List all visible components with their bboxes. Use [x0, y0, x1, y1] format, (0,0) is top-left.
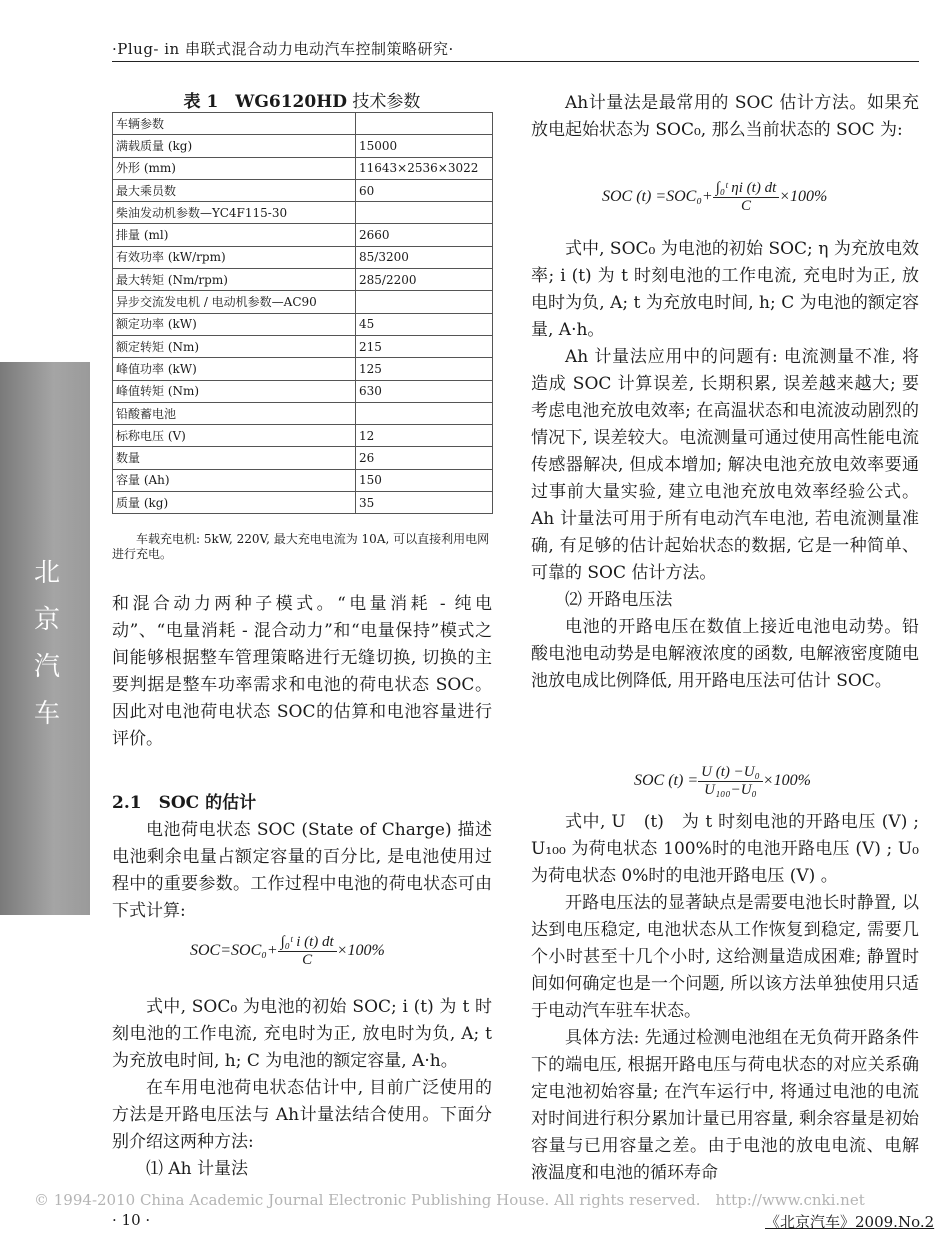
param-value-cell: 630	[356, 380, 493, 402]
table-row	[113, 113, 493, 135]
table-row	[113, 179, 493, 201]
journal-sidebar	[0, 362, 90, 915]
spec-table	[112, 112, 493, 514]
left-paragraph-1: 和混合动力两种子模式。“电量消耗 - 纯电动”、“电量消耗 - 混合动力”和“电量保持”模式之间能够根据整车管理策略进行无缝切换, 切换的主要判据是整车功率需求和电池的荷电状态 SOC。因此对电池荷电状态 SOC的估算和电池容量进行评价。	[112, 594, 492, 749]
right-paragraph-6: 式中, U (t) 为 t 时刻电池的开路电压 (V) ; U₁₀₀ 为荷电状态 100%时的电池开路电压 (V) ; U₀ 为荷电状态 0%时的电池开路电压 (V) 。	[531, 812, 919, 886]
formula-1-lhs: SOC=SOC₀+	[190, 942, 278, 960]
param-name-cell: 最大乘员数	[113, 179, 356, 201]
sidebar-char: 北	[33, 558, 60, 588]
table-title-suffix: 技术参数	[347, 92, 421, 112]
table-row	[113, 469, 493, 491]
param-value-cell: 150	[356, 469, 493, 491]
right-paragraph-2: 式中, SOC₀ 为电池的初始 SOC; η 为充放电效率; i (t) 为 t 时刻电池的工作电流, 充电时为正, 放电时为负, A; t 为充放电时间, h; C 为电池的额定容量, A·h。	[531, 239, 919, 340]
param-name-cell: 车辆参数	[113, 113, 356, 135]
param-value-cell: 12	[356, 425, 493, 447]
param-name-cell: 容量 (Ah)	[113, 469, 356, 491]
param-name-cell: 质量 (kg)	[113, 492, 356, 514]
formula-2-numerator: ∫₀ᵗ ηi (t) dt	[713, 180, 780, 198]
right-paragraph-7: 开路电压法的显著缺点是需要电池长时静置, 以达到电压稳定, 电池状态从工作恢复到稳定, 需要几个小时甚至十几个小时, 这给测量造成困难; 静置时间如何确定也是一个问题, 所以该方法单独使用只适于电动汽车驻车状态。	[531, 893, 919, 1021]
param-name-cell: 峰值转矩 (Nm)	[113, 380, 356, 402]
param-name-cell: 数量	[113, 447, 356, 469]
param-name-cell: 外形 (mm)	[113, 157, 356, 179]
param-value-cell	[356, 402, 493, 424]
left-paragraph-5: ⑴ Ah 计量法	[146, 1159, 249, 1179]
left-column	[112, 591, 492, 753]
param-value-cell: 2660	[356, 224, 493, 246]
right-paragraph-5: 电池的开路电压在数值上接近电池电动势。铅酸电池电动势是电解液浓度的函数, 电解液密度随电池放电成比例降低, 用开路电压法可估计 SOC。	[531, 617, 919, 691]
formula-1-denominator: C	[302, 952, 313, 968]
formula-1-rhs: ×100%	[336, 942, 385, 960]
param-name-cell: 排量 (ml)	[113, 224, 356, 246]
formula-1-numerator: ∫₀ᵗ i (t) dt	[278, 934, 337, 952]
param-name-cell: 额定功率 (kW)	[113, 313, 356, 335]
param-value-cell: 285/2200	[356, 269, 493, 291]
param-value-cell: 125	[356, 358, 493, 380]
right-paragraph-3: Ah 计量法应用中的问题有: 电流测量不准, 将造成 SOC 计算误差, 长期积累, 误差越来越大; 要考虑电池充放电效率; 在高温状态和电流波动剧烈的情况下, 误差较大。电流测量可通过使用高性能电流传感器解决, 但成本增加; 解决电池充放电效率要通过事前大量实验, 建立电池充放电效率经验公式。Ah 计量法可用于所有电动汽车电池, 若电流测量准确, 有足够的估计起始状态的数据, 它是一种简单、可靠的 SOC 估计方法。	[531, 347, 919, 583]
formula-2-rhs: ×100%	[779, 188, 828, 206]
param-value-cell: 26	[356, 447, 493, 469]
left-paragraph-3: 式中, SOC₀ 为电池的初始 SOC; i (t) 为 t 时刻电池的工作电流, 充电时为正, 放电时为负, A; t 为充放电时间, h; C 为电池的额定容量, A·h。	[112, 997, 492, 1071]
param-name-cell: 最大转矩 (Nm/rpm)	[113, 269, 356, 291]
sidebar-char: 车	[33, 699, 60, 729]
table-row	[113, 135, 493, 157]
right-paragraph-4: ⑵ 开路电压法	[565, 590, 673, 610]
table-row	[113, 447, 493, 469]
table-row	[113, 358, 493, 380]
table-row	[113, 269, 493, 291]
right-paragraph-8: 具体方法: 先通过检测电池组在无负荷开路条件下的端电压, 根据开路电压与荷电状态的对应关系确定电池初始容量; 在汽车运行中, 将通过电池的电流对时间进行积分累加计量已用容量, 剩余容量是初始容量与已用容量之差。由于电池的放电电流、电解液温度和电池的循环寿命	[531, 1028, 919, 1183]
left-paragraph-2: 电池荷电状态 SOC (State of Charge) 描述电池剩余电量占额定容量的百分比, 是电池使用过程中的重要参数。工作过程中电池的荷电状态可由下式计算:	[112, 820, 492, 921]
formula-2-lhs: SOC (t) =SOC₀+	[602, 188, 713, 206]
table-row	[113, 224, 493, 246]
param-value-cell: 35	[356, 492, 493, 514]
table-title	[112, 87, 492, 112]
param-name-cell: 额定转矩 (Nm)	[113, 335, 356, 357]
header-rule	[112, 61, 919, 62]
table-row	[113, 202, 493, 224]
formula-3-numerator: U (t) −U₀	[698, 764, 763, 782]
table-title-prefix: 表 1 WG6120HD	[183, 92, 348, 112]
param-value-cell	[356, 291, 493, 313]
param-value-cell	[356, 113, 493, 135]
param-name-cell: 异步交流发电机 / 电动机参数—AC90	[113, 291, 356, 313]
param-name-cell: 有效功率 (kW/rpm)	[113, 246, 356, 268]
param-value-cell: 60	[356, 179, 493, 201]
param-name-cell: 铅酸蓄电池	[113, 402, 356, 424]
page-number: · 10 ·	[112, 1211, 151, 1229]
table-row	[113, 492, 493, 514]
formula-3	[634, 764, 811, 799]
sidebar-char: 京	[33, 605, 60, 635]
formula-1	[190, 934, 385, 969]
magazine-issue: 《北京汽车》2009.No.2	[765, 1213, 935, 1231]
param-value-cell: 15000	[356, 135, 493, 157]
table-note: 车载充电机: 5kW, 220V, 最大充电电流为 10A, 可以直接利用电网进行充电。	[112, 532, 490, 561]
table-row	[113, 291, 493, 313]
param-value-cell: 11643×2536×3022	[356, 157, 493, 179]
formula-3-denominator: U₁₀₀−U₀	[704, 782, 757, 798]
table-row	[113, 425, 493, 447]
left-paragraph-4: 在车用电池荷电状态估计中, 目前广泛使用的方法是开路电压法与 Ah计量法结合使用。下面分别介绍这两种方法:	[112, 1078, 492, 1152]
formula-2	[602, 180, 827, 215]
sidebar-title	[32, 550, 62, 738]
param-value-cell	[356, 202, 493, 224]
table-row	[113, 380, 493, 402]
formula-3-rhs: ×100%	[762, 772, 811, 790]
right-paragraph-1: Ah计量法是最常用的 SOC 估计方法。如果充放电起始状态为 SOC₀, 那么当前状态的 SOC 为:	[531, 93, 919, 140]
copyright-watermark: © 1994-2010 China Academic Journal Electronic Publishing House. All rights reserved. http://www.cnki.net	[34, 1191, 865, 1209]
section-heading: 2.1 SOC 的估计	[112, 793, 257, 813]
formula-3-lhs: SOC (t) =	[634, 772, 699, 790]
param-value-cell: 215	[356, 335, 493, 357]
param-value-cell: 45	[356, 313, 493, 335]
formula-2-denominator: C	[740, 198, 751, 214]
running-header: ·Plug- in 串联式混合动力电动汽车控制策略研究·	[112, 40, 454, 58]
table-row	[113, 157, 493, 179]
param-value-cell: 85/3200	[356, 246, 493, 268]
table-row	[113, 335, 493, 357]
table-row	[113, 246, 493, 268]
param-name-cell: 标称电压 (V)	[113, 425, 356, 447]
table-row	[113, 402, 493, 424]
param-name-cell: 柴油发动机参数—YC4F115-30	[113, 202, 356, 224]
table-row	[113, 313, 493, 335]
sidebar-char: 汽	[33, 652, 60, 682]
param-name-cell: 峰值功率 (kW)	[113, 358, 356, 380]
param-name-cell: 满载质量 (kg)	[113, 135, 356, 157]
